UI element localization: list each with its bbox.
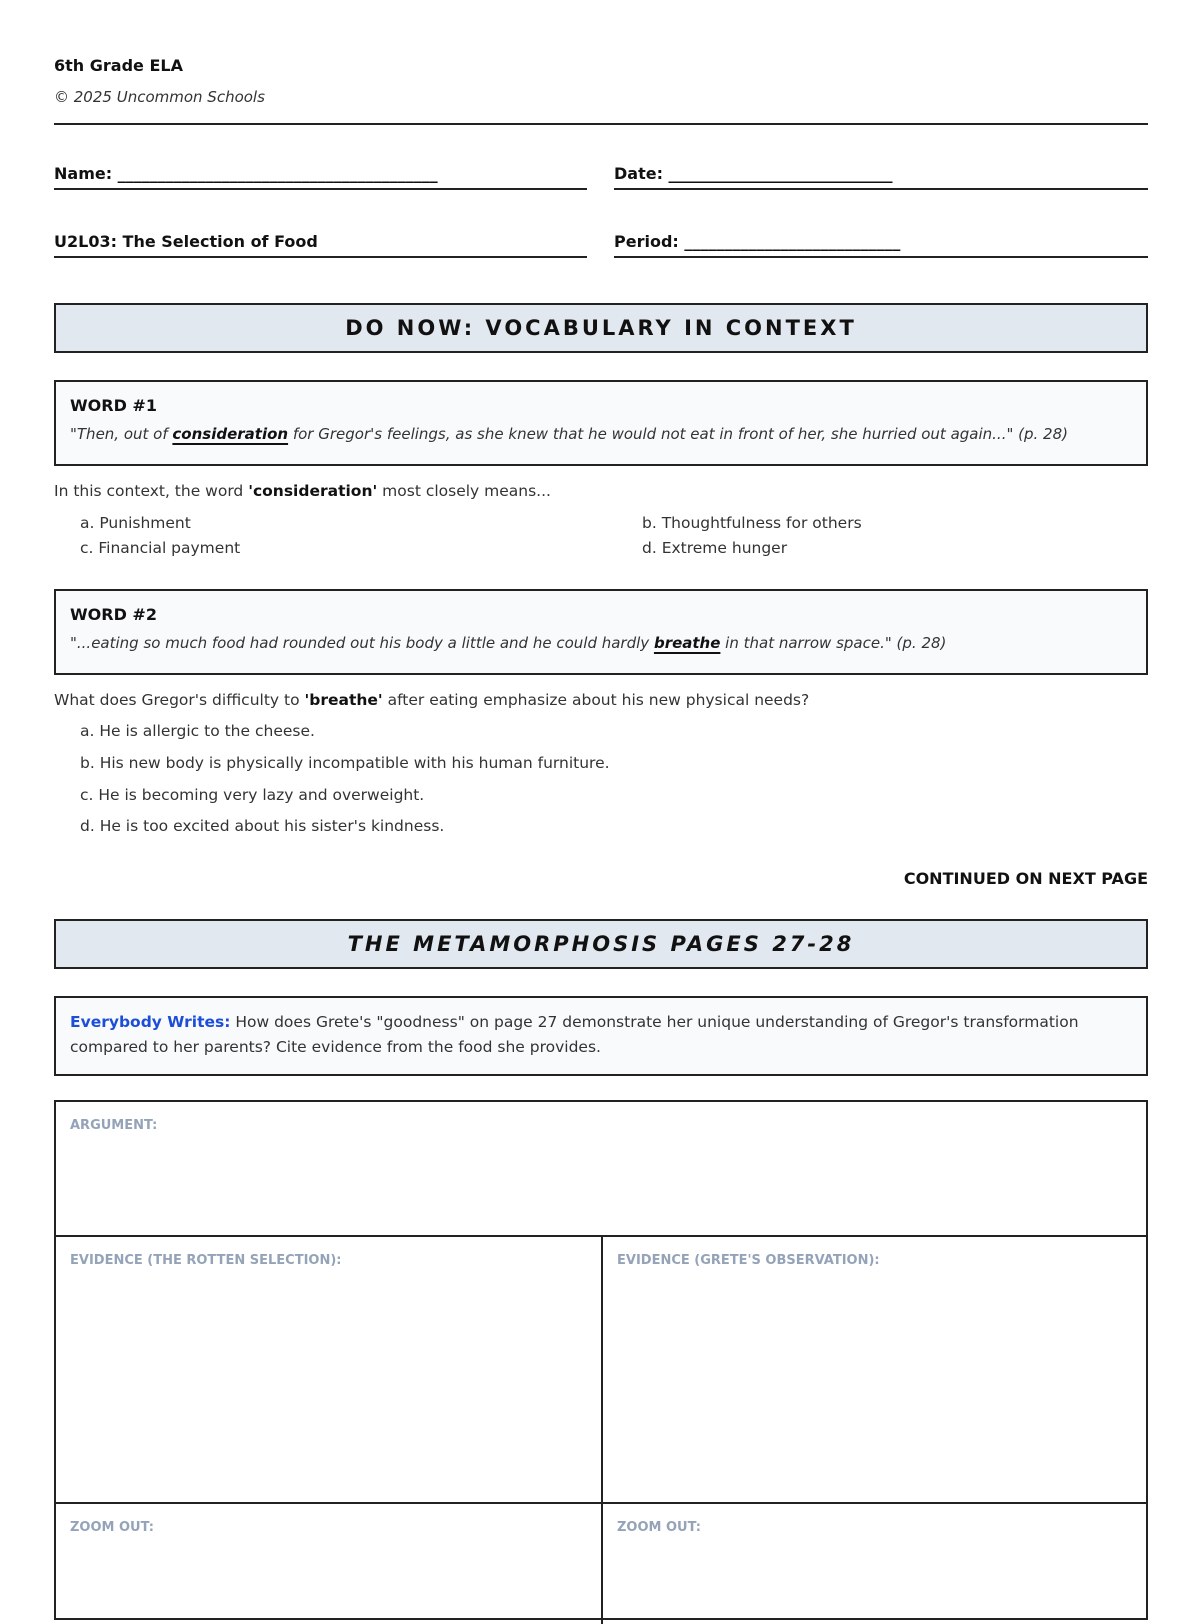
zoom-out-field-2[interactable]: ZOOM OUT: [617, 1520, 701, 1535]
option[interactable]: d. Extreme hunger [642, 539, 788, 557]
continued-note: CONTINUED ON NEXT PAGE [903, 869, 1148, 888]
argument-field[interactable]: ARGUMENT: [56, 1102, 1146, 1237]
option[interactable]: d. He is too excited about his sister's kindness. [80, 817, 445, 835]
zoom-out-field-1[interactable]: ZOOM OUT: [56, 1504, 603, 1624]
word2-question: What does Gregor's difficulty to 'breathe' after eating emphasize about his new physical needs? [54, 691, 810, 709]
word2-label: WORD #2 [70, 605, 157, 624]
copyright: © 2025 Uncommon Schools [54, 88, 265, 106]
option[interactable]: c. Financial payment [80, 539, 241, 557]
lesson-title: U2L03: The Selection of Food [54, 232, 587, 258]
word1-question: In this context, the word 'consideration' most closely means... [54, 482, 551, 500]
prompt-text: How does Grete's "goodness" on page 27 demonstrate her unique understanding of Gregor's transformation compared to her parents? Cite evidence from the food she provides. [70, 1013, 1079, 1056]
word1-quote: "Then, out of consideration for Gregor's feelings, as she knew that he would not eat in front of her, she hurried out again..." (p. 28) [70, 425, 1068, 443]
word1-box [54, 380, 1148, 466]
option[interactable]: b. Thoughtfulness for others [642, 514, 862, 532]
word1-label: WORD #1 [70, 396, 157, 415]
prompt-label: Everybody Writes: [70, 1013, 231, 1031]
name-field[interactable]: Name: ________________________________________ [54, 164, 587, 190]
evidence-grete-field[interactable]: EVIDENCE (GRETE'S OBSERVATION): [603, 1237, 1146, 1504]
divider [54, 123, 1148, 125]
word2-quote: "...eating so much food had rounded out his body a little and he could hardly breathe in that narrow space." (p. 28) [70, 634, 947, 652]
option[interactable]: c. He is becoming very lazy and overweight. [80, 786, 425, 804]
vocab-word: breathe [653, 634, 721, 652]
everybody-writes-box [54, 996, 1148, 1076]
option[interactable]: a. Punishment [80, 514, 191, 532]
do-now-banner: DO NOW: VOCABULARY IN CONTEXT [54, 303, 1148, 353]
date-field[interactable]: Date: ____________________________ [614, 164, 1148, 190]
option[interactable]: b. His new body is physically incompatible with his human furniture. [80, 754, 610, 772]
option[interactable]: a. He is allergic to the cheese. [80, 722, 315, 740]
course-title: 6th Grade ELA [54, 56, 183, 75]
vocab-word: consideration [172, 425, 289, 443]
reading-banner: THE METAMORPHOSIS PAGES 27-28 [54, 919, 1148, 969]
response-grid [54, 1100, 1148, 1620]
period-field[interactable]: Period: ___________________________ [614, 232, 1148, 258]
evidence-rotten-field[interactable]: EVIDENCE (THE ROTTEN SELECTION): [56, 1237, 603, 1504]
word2-box [54, 589, 1148, 675]
